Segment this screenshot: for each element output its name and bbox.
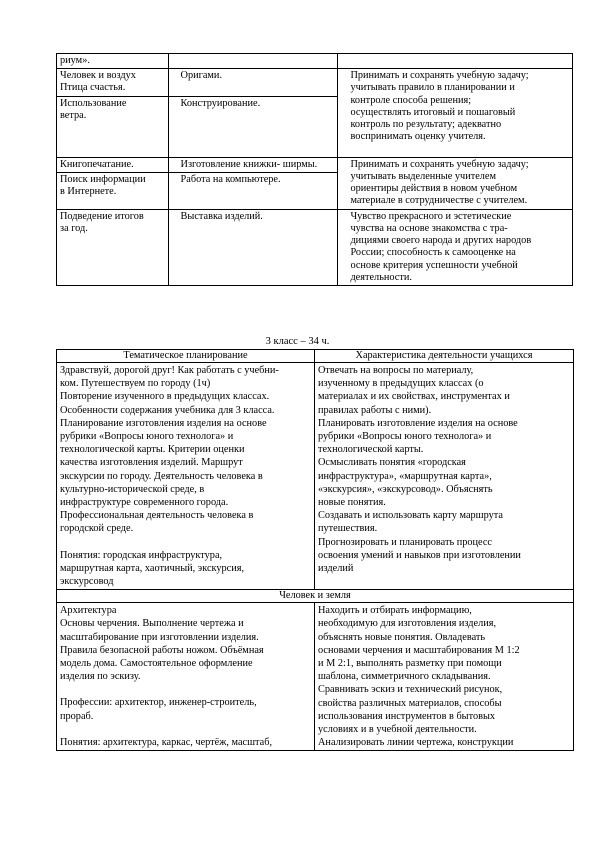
text-line: Здравствуй, дорогой друг! Как работать с учебни-: [60, 365, 279, 376]
text-line: Понятия: архитектура, каркас, чертёж, масштаб,: [60, 736, 273, 748]
header-row: [57, 350, 574, 363]
outcome-line: ориентиры действия в новом учебном: [350, 183, 518, 195]
text-line: правилах работы с ними).: [318, 404, 432, 416]
topic-text: Подведение итогов: [60, 210, 144, 222]
grade-caption: 3 класс – 34 ч.: [265, 336, 330, 347]
blank-line: [60, 723, 311, 736]
text-line: новые понятия.: [318, 497, 386, 509]
text-line: рубрики «Вопросы юного технолога» и: [60, 431, 234, 443]
activity-cell: [315, 603, 574, 751]
text-line: инфраструктура», «маршрутная карта»,: [318, 470, 492, 482]
text-line: необходимую для изготовления изделия,: [318, 618, 497, 630]
outcome-line: деятельности.: [350, 271, 412, 283]
text-line: Профессиональная деятельность человека в: [60, 510, 254, 522]
text-line: изделий: [318, 563, 354, 575]
outcome-cell: [338, 69, 573, 157]
text-line: Осмысливать понятия «городская: [318, 457, 466, 469]
text-line: модель дома. Самостоятельное оформление: [60, 658, 253, 670]
table-row: [57, 603, 574, 751]
topic-text: ветра.: [60, 109, 87, 121]
outcome-line: Чувство прекрасного и эстетические: [350, 210, 512, 222]
activity-cell: [168, 69, 338, 96]
text-line: городской среде.: [60, 523, 134, 535]
outcome-line: учитывать правило в планировании и: [350, 82, 515, 94]
outcome-cell: [338, 54, 573, 69]
activity-text: Выставка изделий.: [180, 210, 263, 222]
text-line: материалах и их свойствах, инструментах и: [318, 391, 510, 403]
text-line: и М 2:1, выполнять разметку при помощи: [318, 658, 502, 670]
text-line: использования инструментов в бытовых: [318, 710, 496, 722]
text-line: технологической карты. Критерии оценки: [60, 444, 245, 456]
text-line: изученному в предыдущих классах (о: [318, 378, 484, 390]
text-line: качества изготовления изделий. Маршрут: [60, 457, 243, 469]
outcome-line: материале в сотрудничестве с учителем.: [350, 195, 528, 207]
planning-cell: [57, 363, 315, 590]
column-header: Тематическое планирование: [57, 350, 315, 363]
activity-cell: [168, 172, 338, 209]
topic-text: Книгопечатание.: [60, 158, 134, 170]
outcome-line: контроль по результату; адекватно: [350, 119, 502, 131]
activity-cell: [168, 157, 338, 172]
activity-cell: [168, 209, 338, 285]
outcome-line: учитывать выделенные учителем: [350, 170, 497, 182]
planning-cell: [57, 603, 315, 751]
topic-cell: [57, 157, 169, 172]
outcome-line: Принимать и сохранять учебную задачу;: [350, 158, 529, 170]
text-line: Планирование изготовления изделия на основе: [60, 417, 267, 429]
activity-cell: [168, 96, 338, 157]
text-line: рубрики «Вопросы юного технолога» и: [318, 431, 492, 443]
text-line: Прогнозировать и планировать процесс: [318, 536, 492, 548]
text-line: прораб.: [60, 710, 94, 722]
activity-text: Конструирование.: [180, 97, 261, 109]
text-line: масштабирование при изготовлении изделия.: [60, 631, 259, 643]
topic-text: Использование: [60, 97, 127, 109]
text-line: экскурсии по городу. Деятельность человека в: [60, 470, 263, 482]
text-line: Планировать изготовление изделия на основе: [318, 417, 518, 429]
text-line: Сравнивать эскиз и технический рисунок,: [318, 684, 503, 696]
text-line: освоения умений и навыков при изготовлении: [318, 549, 521, 561]
text-line: путешествия.: [318, 523, 378, 535]
activity-cell: [315, 363, 574, 590]
text-line: Повторение изученного в предыдущих классах.: [60, 391, 270, 403]
topic-text: Поиск информации: [60, 173, 146, 185]
topic-cell: [57, 209, 169, 285]
text-line: ком. Путешествуем по городу (1ч): [60, 378, 211, 390]
column-header: Характеристика деятельности учащихся: [315, 350, 574, 363]
table-row: [57, 157, 573, 172]
text-line: Профессии: архитектор, инженер-строитель,: [60, 697, 257, 709]
thematic-planning-table: [56, 349, 574, 751]
table-row: [57, 209, 573, 285]
text-line: основами черчения и масштабирования М 1:2: [318, 644, 520, 656]
text-line: Понятия: городская инфраструктура,: [60, 549, 223, 561]
text-line: технологической карты.: [318, 444, 424, 456]
text-line: «экскурсия», «экскурсовод». Объяснять: [318, 483, 493, 495]
text-line: Находить и отбирать информацию,: [318, 605, 472, 617]
topic-text: Человек и воздух: [60, 70, 136, 82]
table-row: [57, 54, 573, 69]
blank-line: [60, 536, 311, 549]
text-line: объяснять новые понятия. Овладевать: [318, 631, 486, 643]
topic-text: Птица счастья.: [60, 82, 126, 94]
topic-text: риум».: [60, 55, 90, 66]
text-line: инфраструктуре современного города.: [60, 497, 229, 509]
text-line: Создавать и использовать карту маршрута: [318, 510, 503, 522]
text-line: Основы черчения. Выполнение чертежа и: [60, 618, 244, 630]
topic-cell: [57, 172, 169, 209]
blank-line: [60, 683, 311, 696]
text-line: Анализировать линии чертежа, конструкции: [318, 737, 514, 749]
topic-text: в Интернете.: [60, 186, 117, 198]
topic-cell: [57, 96, 169, 157]
topic-text: за год.: [60, 223, 88, 235]
topic-cell: [57, 54, 169, 69]
text-line: изделия по эскизу.: [60, 671, 141, 683]
text-line: шаблона, симметричного складывания.: [318, 671, 491, 683]
outcome-line: основе критерия успешности учебной: [350, 259, 518, 271]
text-line: Архитектура: [60, 605, 117, 617]
text-line: свойства различных материалов, способы: [318, 697, 502, 709]
table-row: [57, 69, 573, 96]
activity-text: Работа на компьютере.: [180, 173, 281, 185]
text-line: условиях и в учебной деятельности.: [318, 724, 477, 736]
text-line: культурно-исторической среде, в: [60, 483, 205, 495]
activities-table-grade2-end: [56, 53, 573, 286]
text-line: Отвечать на вопросы по материалу,: [318, 365, 474, 376]
text-line: экскурсовод: [60, 576, 114, 588]
outcome-cell: [338, 157, 573, 209]
outcome-line: воспринимать оценку учителя.: [350, 131, 486, 143]
outcome-line: осуществлять итоговый и пошаговый: [350, 106, 516, 118]
outcome-line: России; способность к самооценке на: [350, 247, 516, 259]
outcome-cell: [338, 209, 573, 285]
text-line: Правила безопасной работы ножом. Объёмная: [60, 644, 264, 656]
topic-cell: [57, 69, 169, 96]
section-title: Человек и земля: [57, 590, 574, 603]
activity-cell: [168, 54, 338, 69]
outcome-line: чувства на основе знакомства с тра-: [350, 223, 508, 235]
outcome-line: Принимать и сохранять учебную задачу;: [350, 70, 529, 82]
outcome-line: дициями своего народа и других народов: [350, 235, 532, 247]
activity-text: Оригами.: [180, 70, 223, 82]
text-line: Особенности содержания учебника для 3 класса.: [60, 404, 275, 416]
outcome-line: контроле способа решения;: [350, 94, 472, 106]
text-line: маршрутная карта, хаотичный, экскурсия,: [60, 562, 245, 574]
table-row: [57, 363, 574, 590]
section-row: [57, 590, 574, 603]
activity-text: Изготовление книжки- ширмы.: [180, 158, 318, 170]
